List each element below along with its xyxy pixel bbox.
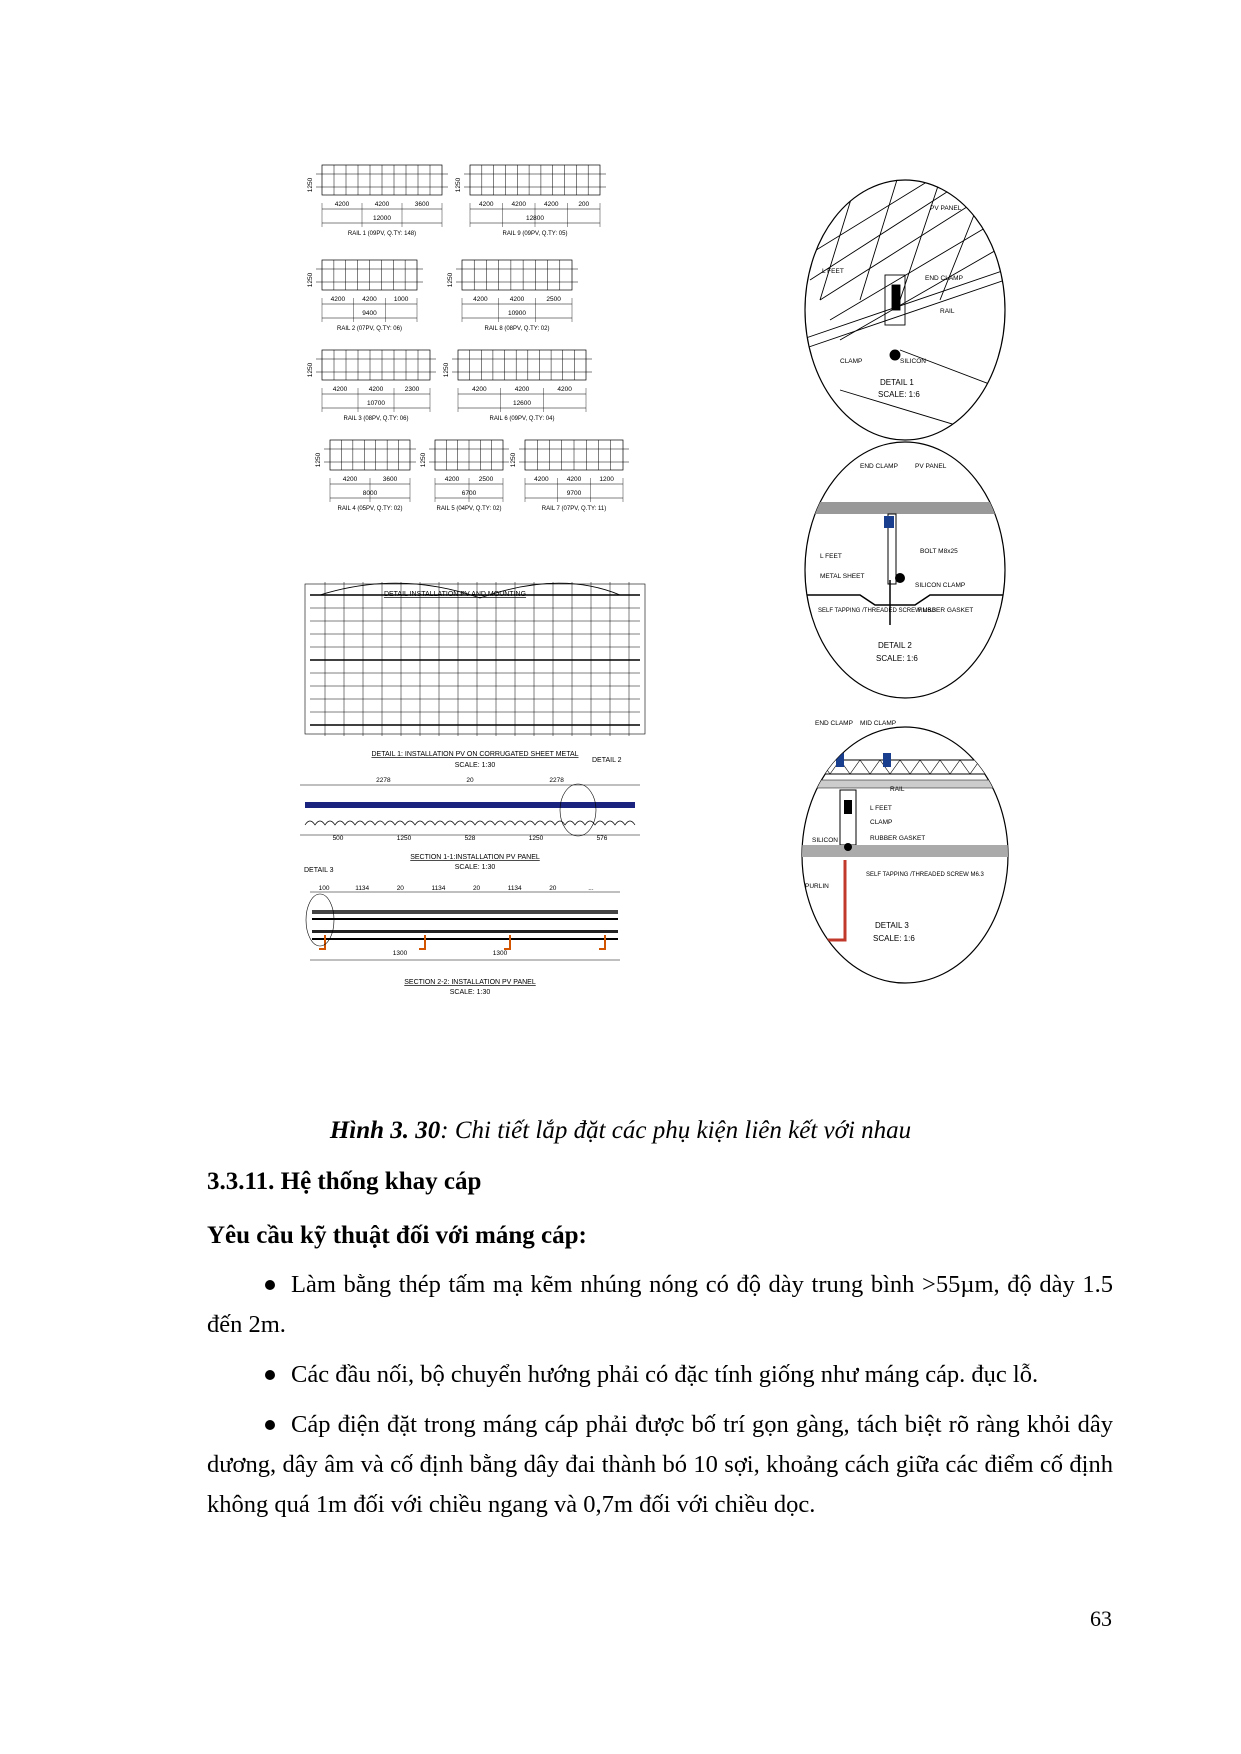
installation-drawing bbox=[300, 150, 1060, 1110]
detail2-scale: SCALE: 1:6 bbox=[876, 654, 918, 663]
rail-segment-dim: 4200 bbox=[566, 476, 582, 483]
rail-total-dim: 12800 bbox=[525, 215, 545, 222]
section-dim: 1134 bbox=[507, 885, 522, 892]
section1-scale: SCALE: 1:30 bbox=[454, 864, 496, 871]
section-dim: 500 bbox=[332, 835, 344, 842]
section1-title: SECTION 1-1:INSTALLATION PV PANEL bbox=[410, 854, 540, 861]
rail-drawing bbox=[307, 350, 436, 422]
rail-segment-dim: 4200 bbox=[472, 386, 487, 393]
detail3-circle bbox=[800, 720, 1010, 983]
detail3-label: MID CLAMP bbox=[860, 720, 897, 727]
detail3-title: DETAIL 3 bbox=[875, 921, 909, 930]
plan-scale: SCALE: 1:30 bbox=[454, 762, 496, 769]
rail-segment-dim: 4200 bbox=[330, 296, 346, 303]
detail2-label: BOLT M8x25 bbox=[920, 548, 958, 555]
section-dim: 1300 bbox=[392, 950, 408, 957]
detail1-label: SILICON bbox=[900, 358, 927, 365]
rail-segment-dim: 1200 bbox=[599, 476, 614, 483]
rail-drawing bbox=[420, 440, 509, 512]
section-dim: 20 bbox=[549, 885, 557, 892]
rail-segment-dim: 4200 bbox=[514, 386, 530, 393]
bullet-item bbox=[207, 1265, 1113, 1345]
rail-segment-dim: 4200 bbox=[473, 296, 488, 303]
section-dim: 20 bbox=[396, 885, 404, 892]
rail-segment-dim: 4200 bbox=[334, 201, 350, 208]
rail-segment-dim: 1000 bbox=[393, 296, 409, 303]
section-dim: 528 bbox=[464, 835, 476, 842]
figure-caption-label: Hình 3. 30 bbox=[329, 1117, 441, 1144]
detail1-label: CLAMP bbox=[840, 358, 863, 365]
detail3-label: CLAMP bbox=[870, 819, 893, 826]
rail-height-label: 1250 bbox=[307, 177, 314, 193]
rail-drawing bbox=[307, 260, 423, 332]
section-dim: 100 bbox=[318, 885, 330, 892]
detail2-label: PV PANEL bbox=[915, 463, 947, 470]
section-dim: 20 bbox=[472, 885, 481, 892]
detail1-circle bbox=[800, 170, 1005, 440]
section1-bottom-dims bbox=[333, 835, 608, 842]
detail1-label: PV PANEL bbox=[930, 205, 962, 212]
rail-total-dim: 9400 bbox=[362, 310, 377, 317]
bullet-text: Các đầu nối, bộ chuyển hướng phải có đặc tính giống như máng cáp. đục lỗ. bbox=[291, 1361, 1039, 1388]
detail1-label: RAIL bbox=[940, 308, 955, 315]
section2-title: SECTION 2-2: INSTALLATION PV PANEL bbox=[404, 979, 536, 986]
rail-segment-dim: 4200 bbox=[557, 386, 572, 393]
bullet-text: Cáp điện đặt trong máng cáp phải được bố trí gọn gàng, tách biệt rõ ràng khỏi dây dương, dây âm và cố định bằng dây đai thành bó 10 sợi, khoảng cách giữa các điểm cố định không quá 1m đối với chiều ngang và 0,7m đối với chiều dọc. bbox=[207, 1411, 1113, 1518]
rail-segment-dim: 4200 bbox=[544, 201, 559, 208]
detail2-label: SELF TAPPING /THREADED SCREW M6.3 bbox=[818, 608, 936, 614]
detail1-title: DETAIL 1 bbox=[880, 378, 914, 387]
rail-segment-dim: 2500 bbox=[546, 296, 561, 303]
rail-segment-dim: 4200 bbox=[332, 386, 348, 393]
rail-height-label: 1250 bbox=[447, 272, 454, 288]
section2-scale: SCALE: 1:30 bbox=[449, 989, 491, 996]
bullet-item bbox=[207, 1405, 1113, 1525]
figure-caption bbox=[0, 1117, 1241, 1145]
plan-title: DETAIL 1: INSTALLATION PV ON CORRUGATED SHEET METAL bbox=[371, 751, 579, 758]
rail-name: RAIL 8 (08PV, Q.TY: 02) bbox=[484, 326, 550, 332]
rail-name: RAIL 3 (08PV, Q.TY: 06) bbox=[343, 416, 409, 422]
detail3-label: PURLIN bbox=[805, 883, 829, 890]
rail-segment-dim: 4200 bbox=[368, 386, 384, 393]
subheading: Yêu cầu kỹ thuật đối với máng cáp: bbox=[207, 1222, 587, 1249]
rail-height-label: 1250 bbox=[443, 362, 450, 378]
rail-name: RAIL 2 (07PV, Q.TY: 06) bbox=[337, 326, 402, 332]
detail3-label: L FEET bbox=[870, 805, 892, 812]
rail-grid bbox=[307, 165, 629, 512]
section2-bottom-dims bbox=[393, 950, 508, 957]
rail-drawing bbox=[443, 350, 592, 422]
rail-total-dim: 12600 bbox=[512, 400, 532, 407]
rail-segment-dim: 200 bbox=[578, 201, 590, 208]
section-1-1 bbox=[300, 784, 640, 836]
rail-segment-dim: 4200 bbox=[479, 201, 494, 208]
rail-total-dim: 12000 bbox=[372, 215, 392, 222]
section-dim: 2278 bbox=[376, 777, 391, 784]
rail-drawing bbox=[510, 440, 629, 512]
rail-height-label: 1250 bbox=[307, 272, 314, 288]
rail-segment-dim: 2500 bbox=[478, 476, 494, 483]
rail-name: RAIL 6 (09PV, Q.TY: 04) bbox=[489, 416, 555, 422]
section2-top-dims bbox=[319, 885, 594, 892]
section-dim: ... bbox=[588, 885, 594, 892]
rail-segment-dim: 4200 bbox=[444, 476, 460, 483]
section-heading: 3.3.11. Hệ thống khay cáp bbox=[207, 1168, 482, 1195]
section-dim: 1250 bbox=[396, 835, 412, 842]
rail-drawing bbox=[307, 165, 448, 237]
rail-height-label: 1250 bbox=[315, 452, 322, 468]
detail1-label: L FEET bbox=[822, 268, 844, 275]
rail-name: RAIL 1 (09PV, Q.TY: 148) bbox=[347, 231, 417, 237]
section-dim: 2278 bbox=[549, 777, 564, 784]
bullet-icon bbox=[265, 1370, 275, 1380]
panel-row bbox=[322, 350, 430, 380]
rail-name: RAIL 7 (07PV, Q.TY: 11) bbox=[541, 506, 607, 512]
detail2-title: DETAIL 2 bbox=[878, 641, 912, 650]
panel-row bbox=[330, 440, 410, 470]
panel-row bbox=[470, 165, 600, 195]
rail-total-dim: 10900 bbox=[507, 310, 527, 317]
rail-total-dim: 8000 bbox=[362, 490, 378, 497]
detail2-label: END CLAMP bbox=[860, 463, 898, 470]
rail-segment-dim: 4200 bbox=[511, 201, 526, 208]
rail-name: RAIL 5 (04PV, Q.TY: 02) bbox=[436, 506, 502, 512]
section-dim: 1134 bbox=[431, 885, 446, 892]
section-dim: 1134 bbox=[355, 885, 370, 892]
section-dim: 20 bbox=[466, 777, 474, 784]
panel-row bbox=[462, 260, 572, 290]
detail3-scale: SCALE: 1:6 bbox=[873, 934, 915, 943]
rail-segment-dim: 3600 bbox=[414, 201, 430, 208]
rail-segment-dim: 4200 bbox=[509, 296, 525, 303]
page-number: 63 bbox=[1090, 1606, 1112, 1631]
rail-name: RAIL 4 (05PV, Q.TY: 02) bbox=[337, 506, 403, 512]
rail-segment-dim: 3600 bbox=[382, 476, 398, 483]
detail1-scale: SCALE: 1:6 bbox=[878, 390, 920, 399]
bullet-icon bbox=[265, 1420, 275, 1430]
detail3-label: RAIL bbox=[890, 786, 905, 793]
rail-segment-dim: 4200 bbox=[534, 476, 549, 483]
section-dim: 1300 bbox=[492, 950, 508, 957]
panel-row bbox=[458, 350, 586, 380]
rail-grid-title: DETAIL INSTALLATION PV AND MOUNTING bbox=[383, 591, 527, 598]
section-2-2 bbox=[306, 892, 620, 960]
detail3-label: RUBBER GASKET bbox=[870, 835, 926, 842]
rail-height-label: 1250 bbox=[510, 452, 517, 468]
rail-total-dim: 6700 bbox=[461, 490, 477, 497]
rail-segment-dim: 4200 bbox=[362, 296, 377, 303]
detail3-label: SELF TAPPING /THREADED SCREW M6.3 bbox=[866, 872, 984, 878]
bullet-icon bbox=[265, 1280, 275, 1290]
rail-segment-dim: 4200 bbox=[374, 201, 390, 208]
technical-figure bbox=[300, 150, 1060, 1110]
rail-segment-dim: 4200 bbox=[342, 476, 358, 483]
figure-caption-text: : Chi tiết lắp đặt các phụ kiện liên kết với nhau bbox=[440, 1117, 912, 1144]
rail-total-dim: 9700 bbox=[566, 490, 582, 497]
detail3-ref: DETAIL 3 bbox=[304, 867, 334, 874]
detail3-label: SILICON bbox=[812, 837, 839, 844]
bullet-text: Làm bằng thép tấm mạ kẽm nhúng nóng có độ dày trung bình >55µm, độ dày 1.5 đến 2m. bbox=[207, 1271, 1113, 1338]
detail2-label: METAL SHEET bbox=[820, 573, 865, 580]
plan-view bbox=[305, 582, 645, 736]
rail-total-dim: 10700 bbox=[366, 400, 386, 407]
bullet-item bbox=[207, 1355, 1113, 1395]
rail-drawing bbox=[455, 165, 606, 237]
section-dim: 1250 bbox=[528, 835, 544, 842]
detail2-ref: DETAIL 2 bbox=[592, 757, 622, 764]
rail-name: RAIL 9 (09PV, Q.TY: 05) bbox=[502, 231, 568, 237]
rail-segment-dim: 2300 bbox=[404, 386, 420, 393]
detail2-label: SILICON CLAMP bbox=[915, 582, 966, 589]
rail-height-label: 1250 bbox=[420, 452, 427, 468]
section1-top-dims bbox=[376, 777, 564, 784]
section-dim: 576 bbox=[596, 835, 608, 842]
detail2-label: L FEET bbox=[820, 553, 842, 560]
rail-drawing bbox=[447, 260, 578, 332]
detail2-circle bbox=[800, 442, 1010, 698]
detail3-label: END CLAMP bbox=[815, 720, 853, 727]
rail-height-label: 1250 bbox=[455, 177, 462, 193]
detail2-label: RUBBER GASKET bbox=[918, 607, 974, 614]
detail1-label: END CLAMP bbox=[925, 275, 963, 282]
rail-drawing bbox=[315, 440, 416, 512]
rail-height-label: 1250 bbox=[307, 362, 314, 378]
